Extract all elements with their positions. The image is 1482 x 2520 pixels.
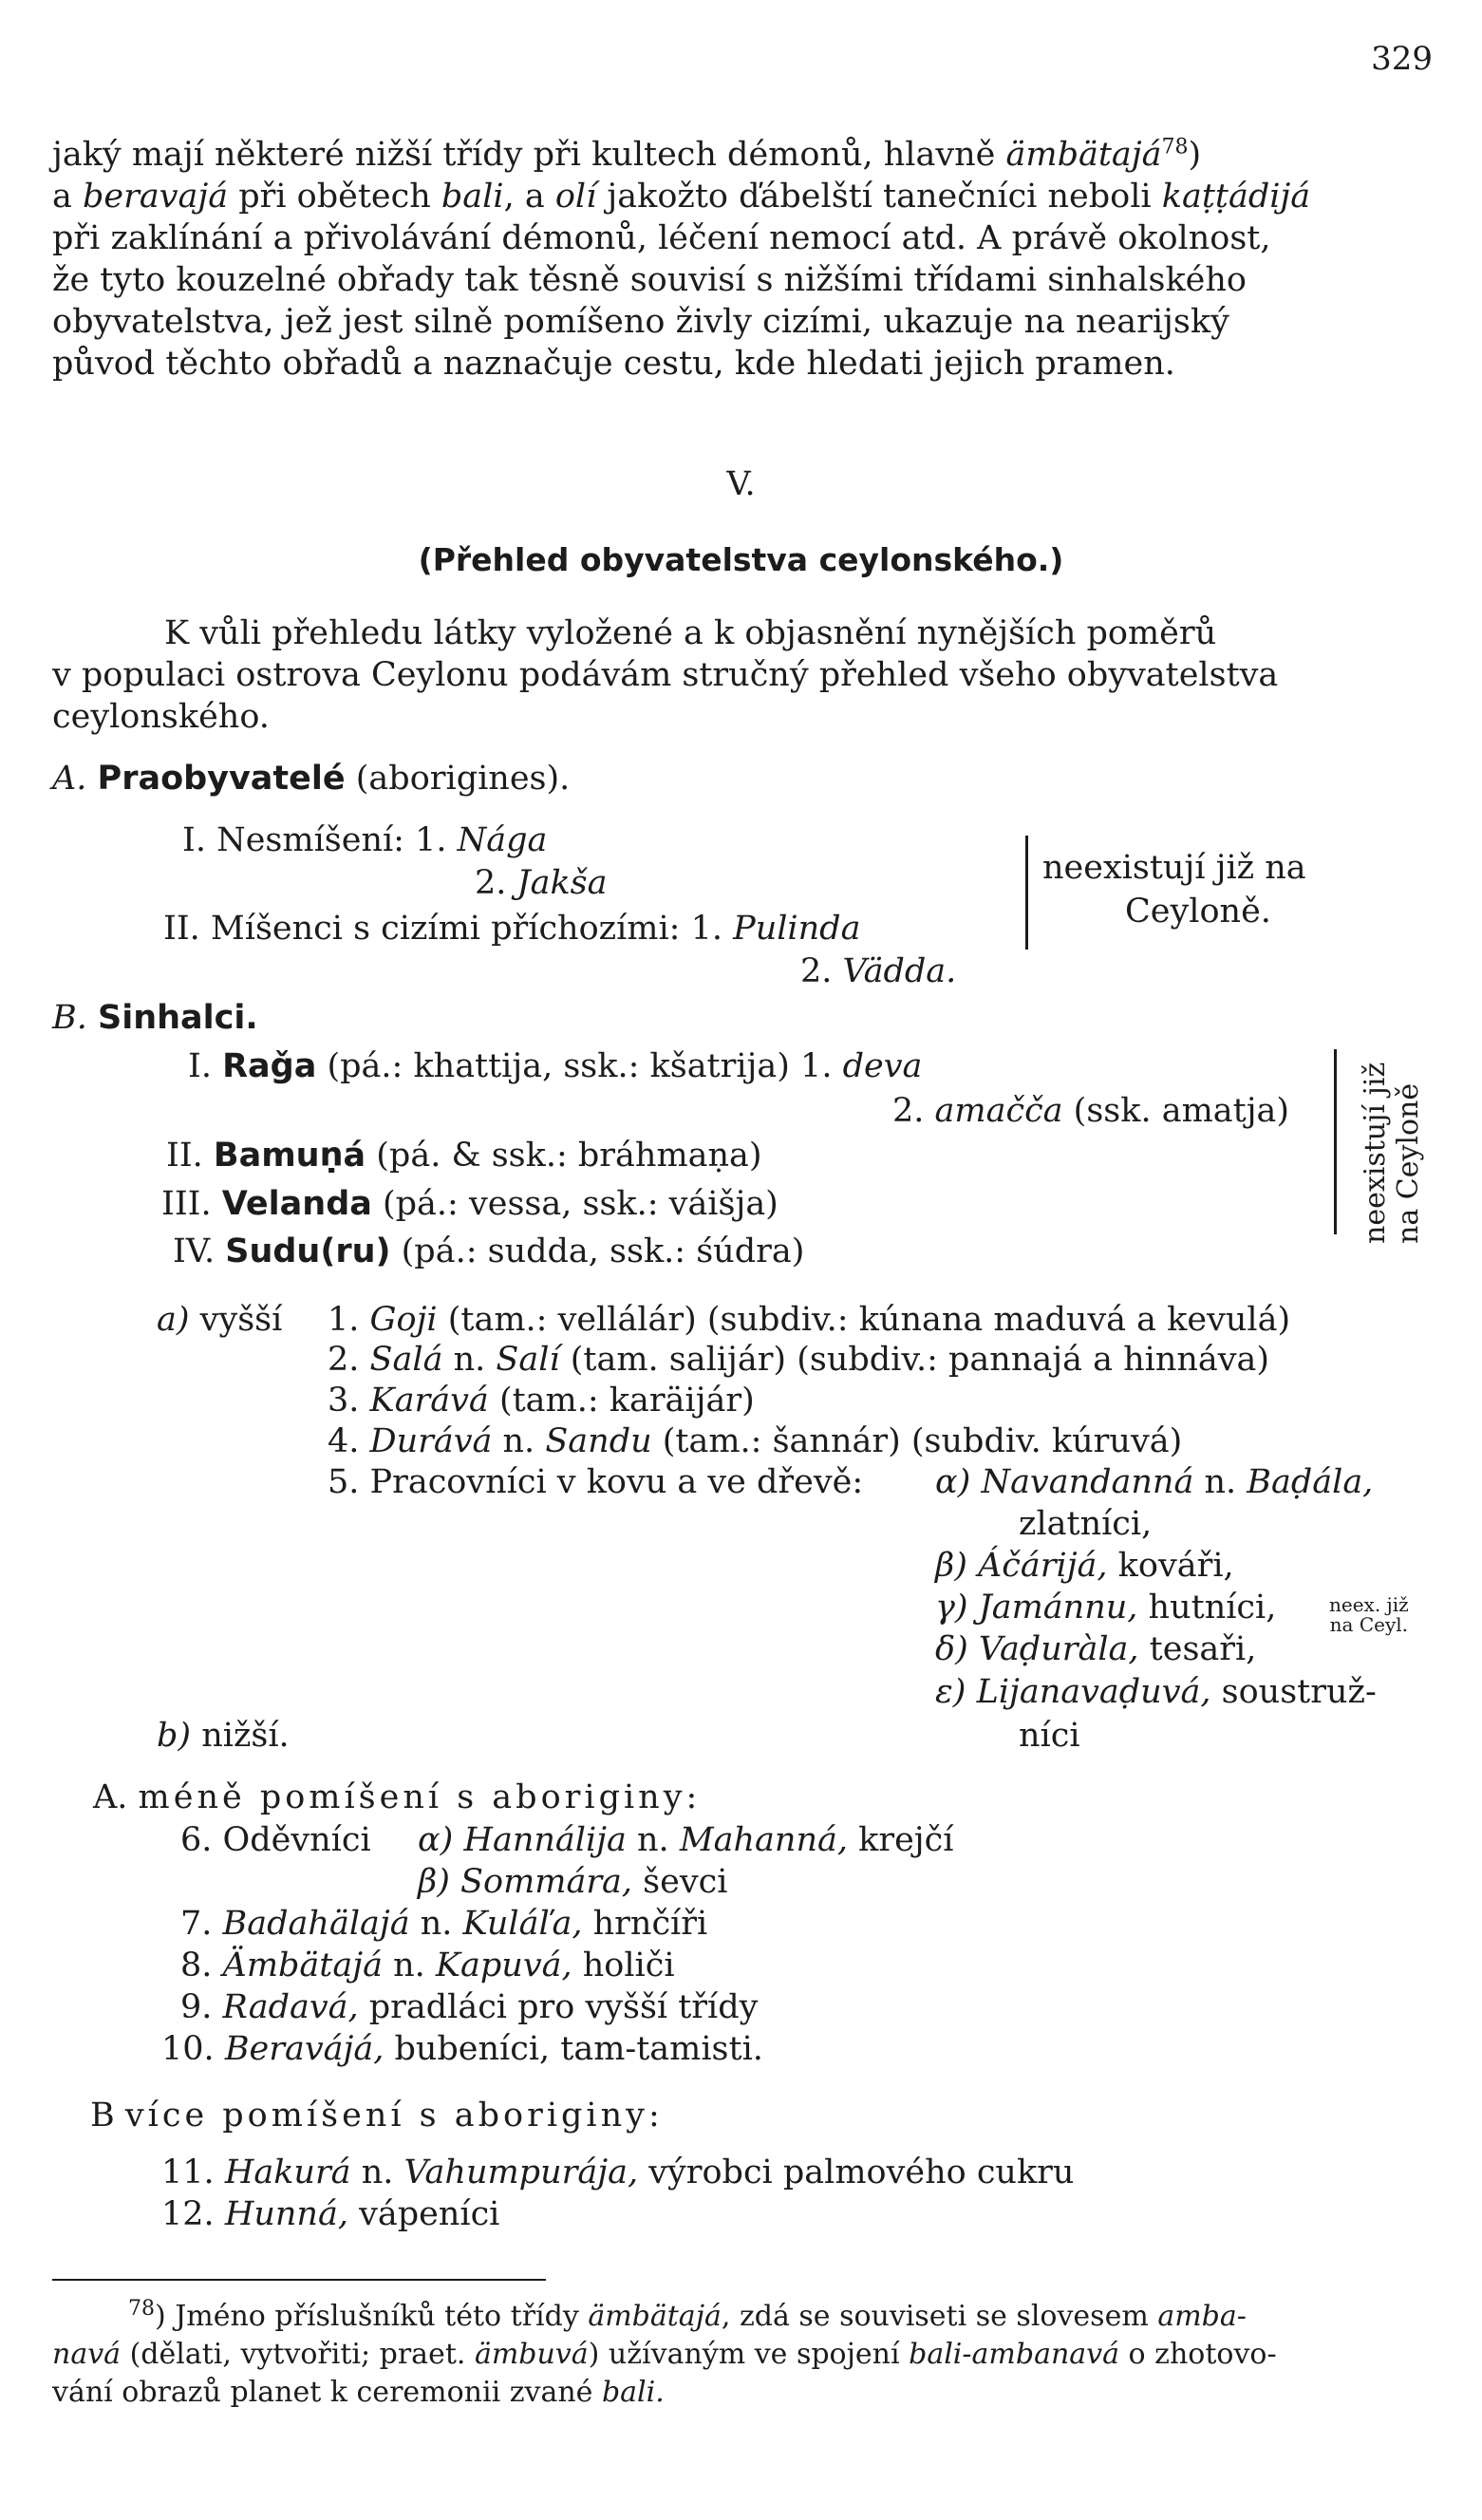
text: krejčí (848, 1821, 954, 1859)
group-a-head (93, 1778, 701, 1816)
term: Vahumpurája, (403, 2153, 639, 2191)
heading-letter: A. (52, 760, 87, 798)
term: Jamánnu, (978, 1589, 1138, 1627)
a-item-5 (328, 1463, 863, 1501)
text: kováři, (1107, 1547, 1234, 1585)
text: n. (350, 2153, 404, 2191)
num: 10. (161, 2030, 215, 2068)
row-label: I. (188, 1047, 212, 1085)
text: tesaři, (1138, 1630, 1257, 1668)
group-letter: B (90, 2097, 115, 2134)
note-line: na Ceyl. (1329, 1613, 1409, 1636)
page-number: 329 (1371, 40, 1433, 78)
term: ämbuvá (474, 2337, 589, 2371)
term: Kapuvá, (435, 1946, 572, 1984)
text: holiči (572, 1946, 675, 1984)
term: amačča (934, 1092, 1063, 1130)
term: amba- (1157, 2300, 1247, 2333)
heading-title: Praobyvatelé (97, 760, 346, 798)
a-list-head (157, 1301, 282, 1339)
b-row-1 (188, 1047, 922, 1085)
section-line-3: ceylonského. (52, 698, 270, 736)
term: Sandu (545, 1422, 652, 1460)
footnote (52, 2298, 1429, 2412)
term: ämbätajá (588, 2300, 722, 2333)
term: kaṭṭádijá (1161, 178, 1311, 216)
heading-b (52, 999, 258, 1037)
term: Durává (369, 1422, 493, 1460)
term: bali. (601, 2375, 665, 2409)
row-label: I. (182, 821, 206, 859)
caste-name: Velanda (221, 1185, 372, 1223)
b-row-3 (161, 1185, 779, 1223)
a-item-4 (328, 1422, 1182, 1460)
term: Hunná, (224, 2195, 348, 2233)
text: n. (409, 1905, 463, 1943)
text: ) Jméno příslušníků této třídy (155, 2300, 589, 2333)
caste-name: Sudu(ru) (225, 1232, 391, 1270)
row-label: II. (166, 1137, 203, 1175)
term: Hakurá (224, 2153, 351, 2191)
text: Oděvníci (222, 1821, 371, 1859)
text: hrnčíři (582, 1905, 708, 1943)
a-item-1 (328, 1301, 1290, 1339)
term: Karává (369, 1382, 489, 1420)
a-row-ii-2 (800, 952, 956, 990)
text: (pá. & ssk.: bráhmaṇa) (366, 1137, 762, 1175)
note-line: neex. již (1329, 1593, 1409, 1616)
term: Ämbätajá (222, 1946, 383, 1984)
sub-alpha-2: zlatníci, (1019, 1505, 1153, 1543)
text: výrobci palmového cukru (638, 2153, 1075, 2191)
term: bali (441, 178, 504, 216)
text: (tam.: karäijár) (488, 1382, 755, 1420)
a-row-i (182, 821, 547, 859)
sub-label: γ) (935, 1589, 968, 1627)
a-row-ii (163, 910, 860, 948)
b-row-2 (166, 1137, 762, 1175)
term: Salí (496, 1341, 560, 1379)
vertical-note-line-1: neexistují již (1359, 1062, 1392, 1244)
text: (dělati, vytvořiti; praet. (121, 2337, 475, 2371)
text: n. (1193, 1463, 1248, 1501)
note-line-1: neexistují již na (1042, 849, 1306, 887)
intro-paragraph (52, 131, 1429, 382)
text: n. (442, 1341, 497, 1379)
brace (1334, 1049, 1337, 1234)
item-11 (161, 2153, 1074, 2191)
text: , zdá se souviseti se slovesem (721, 2300, 1158, 2333)
term: Baḍála, (1247, 1463, 1374, 1501)
footnote-line-2 (52, 2336, 1429, 2374)
a-row-i-2 (475, 864, 607, 902)
text: bubeníci, tam-tamisti. (384, 2030, 763, 2068)
term: Badahälajá (222, 1905, 410, 1943)
term: Radavá, (222, 1988, 359, 2026)
item-6 (180, 1821, 371, 1859)
section-line-2: v populaci ostrova Ceylonu podávám stručný přehled všeho obyvatelstva (52, 656, 1279, 694)
text: (tam. salijár) (subdiv.: pannajá a hinnáva) (559, 1341, 1270, 1379)
text: soustruž- (1210, 1673, 1377, 1711)
num: 2. (475, 864, 507, 902)
group-title: více pomíšení s aboriginy: (124, 2097, 664, 2134)
group-b-head (90, 2097, 664, 2134)
term: Mahanná, (679, 1821, 848, 1859)
row-label: IV. (173, 1232, 216, 1270)
term: ämbätajá (1005, 136, 1162, 174)
term: Hannálija (463, 1821, 627, 1859)
sub-gamma (935, 1589, 1276, 1627)
section-line-1: K vůli přehledu látky vyložené a k objasnění nynějších poměrů (164, 614, 1217, 652)
item-6-beta (418, 1863, 727, 1901)
b-row-4 (173, 1232, 804, 1270)
text: vyšší (199, 1301, 283, 1339)
intro-line-1 (52, 131, 1429, 173)
num: 9. (180, 1988, 213, 2026)
note-line-2: Ceyloně. (1125, 893, 1271, 931)
footnote-ref[interactable]: 78 (1161, 135, 1189, 160)
term: Vaḍuràla, (978, 1630, 1139, 1668)
intro-line-2 (52, 173, 1429, 215)
heading-letter: B. (52, 999, 87, 1037)
section-paragraph (52, 610, 1429, 735)
section-title: (Přehled obyvatelstva ceylonského.) (418, 541, 1064, 578)
footnote-rule (52, 2279, 546, 2281)
term: navá (52, 2337, 122, 2371)
text: a (52, 178, 83, 216)
term: bali-ambanavá (909, 2337, 1120, 2371)
group-title: méně pomíšení s aboriginy: (138, 1778, 702, 1816)
num: 6. (180, 1821, 213, 1859)
text: Nesmíšení: 1. (216, 821, 447, 859)
footnote-line-1 (52, 2298, 1429, 2336)
num: 8. (180, 1946, 213, 1984)
text: Míšenci s cizími příchozími: 1. (210, 910, 722, 948)
term: Navandanná (981, 1463, 1194, 1501)
num: 2. (800, 952, 833, 990)
list-label: a) (157, 1301, 190, 1339)
num: 12. (161, 2195, 215, 2233)
text: (pá.: vessa, ssk.: váišja) (371, 1185, 779, 1223)
term: Lijanavaḍuvá, (976, 1673, 1211, 1711)
text: (ssk. amatja) (1062, 1092, 1290, 1130)
a-item-2 (328, 1341, 1269, 1379)
text: n. (382, 1946, 436, 1984)
sub-label: α) (418, 1821, 454, 1859)
caste-name: Raǧa (222, 1047, 317, 1085)
item-9 (180, 1988, 758, 2026)
term: Kuláľa, (462, 1905, 583, 1943)
num: 2. (892, 1092, 925, 1130)
text: jakožto ďábelští tanečníci neboli (596, 178, 1162, 216)
sub-epsilon (935, 1673, 1377, 1711)
sub-label: ε) (935, 1673, 966, 1711)
item-7 (180, 1905, 707, 1943)
num: 11. (161, 2153, 215, 2191)
text: o zhotovo- (1119, 2337, 1277, 2371)
text: n. (492, 1422, 546, 1460)
sub-beta (935, 1547, 1234, 1585)
item-12 (161, 2195, 499, 2233)
num: 5. (328, 1463, 360, 1501)
term: Nága (457, 821, 548, 859)
text: (pá.: sudda, ssk.: śúdra) (390, 1232, 805, 1270)
sub-label: δ) (935, 1630, 968, 1668)
item-8 (180, 1946, 675, 1984)
term: Salá (369, 1341, 443, 1379)
intro-line-4: že tyto kouzelné obřady tak těsně souvisí s nižšími třídami sinhalského (52, 261, 1248, 299)
sub-gamma-note (1329, 1595, 1409, 1635)
text: Pracovníci v kovu a ve dřevě: (369, 1463, 864, 1501)
sub-alpha (935, 1463, 1373, 1501)
text: ) (1188, 136, 1202, 174)
heading-title: Sinhalci. (98, 999, 258, 1037)
a-item-3 (328, 1382, 755, 1420)
text: vání obrazů planet k ceremonii zvané (52, 2375, 602, 2409)
text: hutníci, (1137, 1589, 1277, 1627)
num: 4. (328, 1422, 360, 1460)
term: Pulinda (733, 910, 861, 948)
sub-epsilon-2: níci (1019, 1717, 1080, 1755)
text: při obětech (228, 178, 441, 216)
term: Goji (369, 1301, 438, 1339)
term: Beravájá, (224, 2030, 385, 2068)
num: 2. (328, 1341, 360, 1379)
text: vápeníci (347, 2195, 500, 2233)
item-6-alpha (418, 1821, 953, 1859)
intro-line-3: při zaklínání a přivolávání démonů, léčení nemocí atd. A právě okolnost, (52, 219, 1271, 257)
list-label: b) (157, 1717, 192, 1755)
row-label: II. (163, 910, 200, 948)
brace (1025, 836, 1028, 950)
text: n. (626, 1821, 680, 1859)
text: pradláci pro vyšší třídy (358, 1988, 759, 2026)
b-list-head (157, 1717, 290, 1755)
sub-delta (935, 1630, 1256, 1668)
text: (tam.: vellálár) (subdiv.: kúnana maduvá a kevulá) (437, 1301, 1291, 1339)
heading-a (52, 760, 570, 798)
term: Áčárijá, (978, 1547, 1108, 1585)
text: ) užívaným ve spojení (588, 2337, 910, 2371)
footnote-mark: 78 (128, 2297, 155, 2321)
text: jaký mají některé nižší třídy při kultech démonů, hlavně (52, 136, 1006, 174)
group-letter: A. (93, 1778, 128, 1816)
num: 3. (328, 1382, 360, 1420)
vertical-note-line-2: na Ceyloně (1391, 1082, 1425, 1244)
sub-label: β) (418, 1863, 450, 1901)
text: (tam.: šannár) (subdiv. kúruvá) (651, 1422, 1183, 1460)
term: deva (842, 1047, 923, 1085)
term: beravajá (83, 178, 229, 216)
caste-name: Bamuṇá (213, 1137, 366, 1175)
sub-label: β) (935, 1547, 967, 1585)
num: 7. (180, 1905, 213, 1943)
section-number: V. (726, 465, 756, 503)
term: Vädda. (842, 952, 957, 990)
term: Jakša (516, 864, 608, 902)
text: nižší. (201, 1717, 290, 1755)
sub-label: α) (935, 1463, 971, 1501)
text: , a (503, 178, 555, 216)
b-row-1-2 (892, 1092, 1289, 1130)
term: Sommára, (460, 1863, 633, 1901)
row-label: III. (161, 1185, 212, 1223)
text: (aborigines). (345, 760, 571, 798)
item-10 (161, 2030, 763, 2068)
text: (pá.: khattija, ssk.: kšatrija) 1. (316, 1047, 833, 1085)
footnote-line-3 (52, 2374, 1429, 2412)
intro-line-6: původ těchto obřadů a naznačuje cestu, kde hledati jejich pramen. (52, 345, 1175, 383)
text: ševci (632, 1863, 728, 1901)
vertical-note (1360, 1063, 1425, 1244)
num: 1. (328, 1301, 360, 1339)
term: olí (554, 178, 597, 216)
intro-line-5: obyvatelstva, jež jest silně pomíšeno živly cizími, ukazuje na nearijský (52, 303, 1229, 341)
